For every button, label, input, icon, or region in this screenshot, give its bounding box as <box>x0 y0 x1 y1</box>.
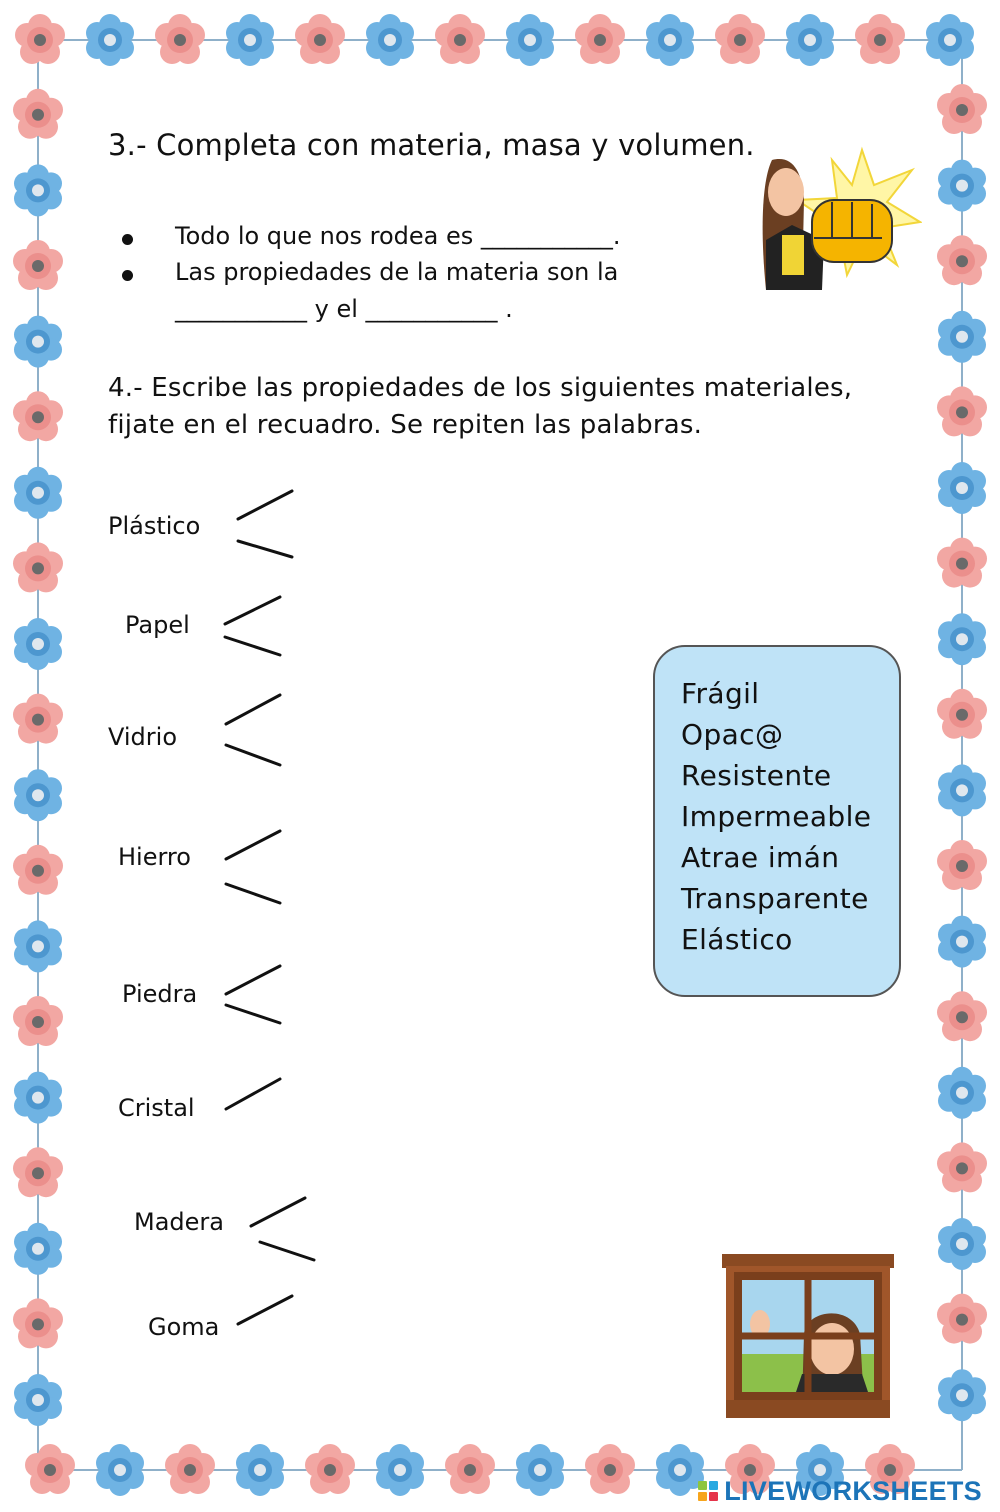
connector-line <box>260 1242 314 1260</box>
word-bank-item: Opac@ <box>681 718 784 751</box>
word-bank-item: Frágil <box>681 677 760 710</box>
connector-line <box>226 745 280 765</box>
connector-line <box>251 1198 305 1226</box>
connector-line <box>225 597 280 624</box>
exercise-3-sentence-1: Todo lo que nos rodea es ___________. <box>175 222 621 250</box>
material-label-cristal: Cristal <box>118 1094 195 1122</box>
connector-line <box>238 1296 292 1324</box>
material-label-papel: Papel <box>125 611 190 639</box>
exercise-4-title-line-1: 4.- Escribe las propiedades de los siguientes materiales, <box>108 373 853 403</box>
brand-name: LIVEWORKSHEETS <box>724 1475 982 1506</box>
connector-line <box>226 1005 280 1023</box>
word-bank-item: Impermeable <box>681 800 872 833</box>
word-bank-item: Atrae imán <box>681 841 840 874</box>
connector-line <box>238 491 292 519</box>
word-bank-item: Transparente <box>681 882 869 915</box>
connector-line <box>238 541 292 557</box>
exercise-4-title-line-2: fijate en el recuadro. Se repiten las palabras. <box>108 410 703 440</box>
liveworksheets-brand <box>698 1474 982 1508</box>
exercise-3-title: 3.- Completa con materia, masa y volumen. <box>108 128 755 162</box>
connector-line <box>226 695 280 724</box>
material-label-goma: Goma <box>148 1313 220 1341</box>
connector-line <box>226 1079 280 1109</box>
word-bank-item: Resistente <box>681 759 832 792</box>
material-label-madera: Madera <box>134 1208 224 1236</box>
word-bank-box <box>653 645 901 997</box>
liveworksheets-logo-icon <box>698 1481 718 1501</box>
connector-line <box>225 637 280 655</box>
exercise-3-sentence-2-line-2: ___________ y el ___________ . <box>175 295 513 323</box>
material-label-hierro: Hierro <box>118 843 191 871</box>
material-label-vidrio: Vidrio <box>108 723 178 751</box>
exercise-3-sentence-2-line-1: Las propiedades de la materia son la <box>175 258 619 286</box>
connector-line <box>226 831 280 859</box>
connector-line <box>226 884 280 903</box>
word-bank-item: Elástico <box>681 923 793 956</box>
avatar-window-illustration <box>722 1254 894 1422</box>
material-label-plastico: Plástico <box>108 512 201 540</box>
connector-line <box>226 966 280 994</box>
material-label-piedra: Piedra <box>122 980 198 1008</box>
